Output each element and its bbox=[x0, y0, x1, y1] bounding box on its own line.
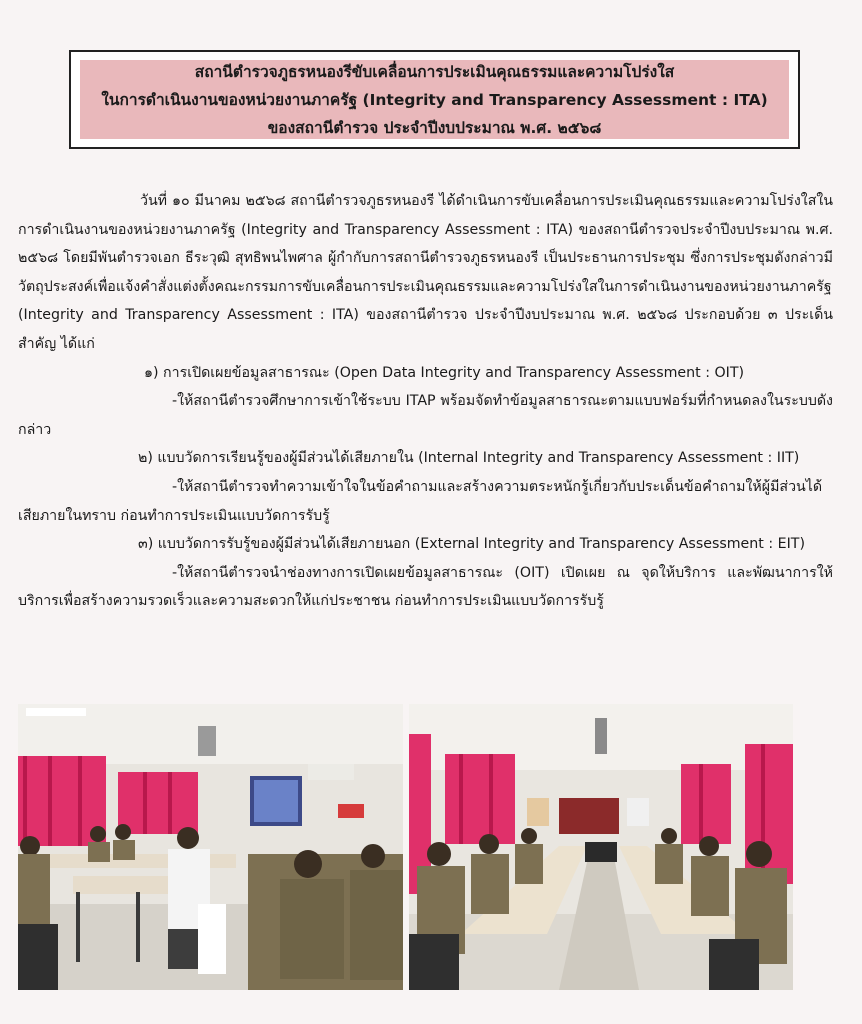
item-1-detail: -ให้สถานีตำรวจศึกษาการเข้าใช้ระบบ ITAP พร้อมจัดทำข้อมูลสาธารณะตามแบบฟอร์มที่กำหนดลงในระบบดังกล่าว bbox=[18, 393, 833, 438]
meeting-photo-right bbox=[409, 704, 793, 990]
item-3-detail: -ให้สถานีตำรวจนำช่องทางการเปิดเผยข้อมูลสาธารณะ (OIT) เปิดเผย ณ จุดให้บริการ และพัฒนาการให้บริการเพื่อสร้างความรวดเร็วและความสะดวกให้แก่ประชาชน ก่อนทำการประเมินแบบวัดการรับรู้ bbox=[18, 564, 833, 610]
title-line-1: สถานีตำรวจภูธรหนองรีขับเคลื่อนการประเมินคุณธรรมและความโปร่งใส bbox=[194, 62, 675, 81]
title-band bbox=[80, 60, 789, 139]
title-line-2: ในการดำเนินงานของหน่วยงานภาครัฐ (Integrity and Transparency Assessment : ITA) bbox=[101, 90, 768, 109]
title-box bbox=[69, 50, 800, 149]
item-2-heading: ๒) แบบวัดการเรียนรู้ของผู้มีส่วนได้เสียภายใน (Internal Integrity and Transparency Assessment : IIT) bbox=[138, 450, 800, 467]
item-2-detail: -ให้สถานีตำรวจทำความเข้าใจในข้อคำถามและสร้างความตระหนักรู้เกี่ยวกับประเด็นข้อคำถามให้ผู้มีส่วนได้เสียภายในทราบ ก่อนทำการประเมินแบบวัดการรับรู้ bbox=[18, 478, 823, 524]
title-line-3: ของสถานีตำรวจ ประจำปีงบประมาณ พ.ศ. ๒๕๖๘ bbox=[267, 118, 602, 137]
item-1-heading: ๑) การเปิดเผยข้อมูลสาธารณะ (Open Data Integrity and Transparency Assessment : OIT) bbox=[144, 364, 745, 381]
article-body bbox=[18, 187, 833, 616]
intro-paragraph: วันที่ ๑๐ มีนาคม ๒๕๖๘ สถานีตำรวจภูธรหนองรี ได้ดำเนินการขับเคลื่อนการประเมินคุณธรรมและความโปร่งใสในการดำเนินงานของหน่วยงานภาครัฐ (Integrity and Transparency Assessment : ITA) ของสถานีตำรวจประจำปีงบประมาณ พ.ศ. ๒๕๖๘ โดยมีพันตำรวจเอก ธีระวุฒิ สุทธิพนไพศาล ผู้กำกับการสถานีตำรวจภูธรหนองรี เป็นประธานการประชุม ซึ่งการประชุมดังกล่าวมีวัตถุประสงค์เพื่อแจ้งคำสั่งแต่งตั้งคณะกรรมการขับเคลื่อนการประเมินคุณธรรมและความโปร่งใสในการดำเนินงานของหน่วยงานภาครัฐ (Integrity and Transparency Assessment : ITA) ของสถานีตำรวจ ประจำปีงบประมาณ พ.ศ. ๒๕๖๘ ประกอบด้วย ๓ ประเด็นสำคัญ ได้แก่ bbox=[18, 193, 833, 352]
item-3-heading: ๓) แบบวัดการรับรู้ของผู้มีส่วนได้เสียภายนอก (External Integrity and Transparency Assessment : EIT) bbox=[138, 536, 805, 553]
meeting-room-illustration-left bbox=[18, 704, 403, 990]
meeting-room-illustration-right bbox=[409, 704, 793, 990]
meeting-photo-left bbox=[18, 704, 403, 990]
